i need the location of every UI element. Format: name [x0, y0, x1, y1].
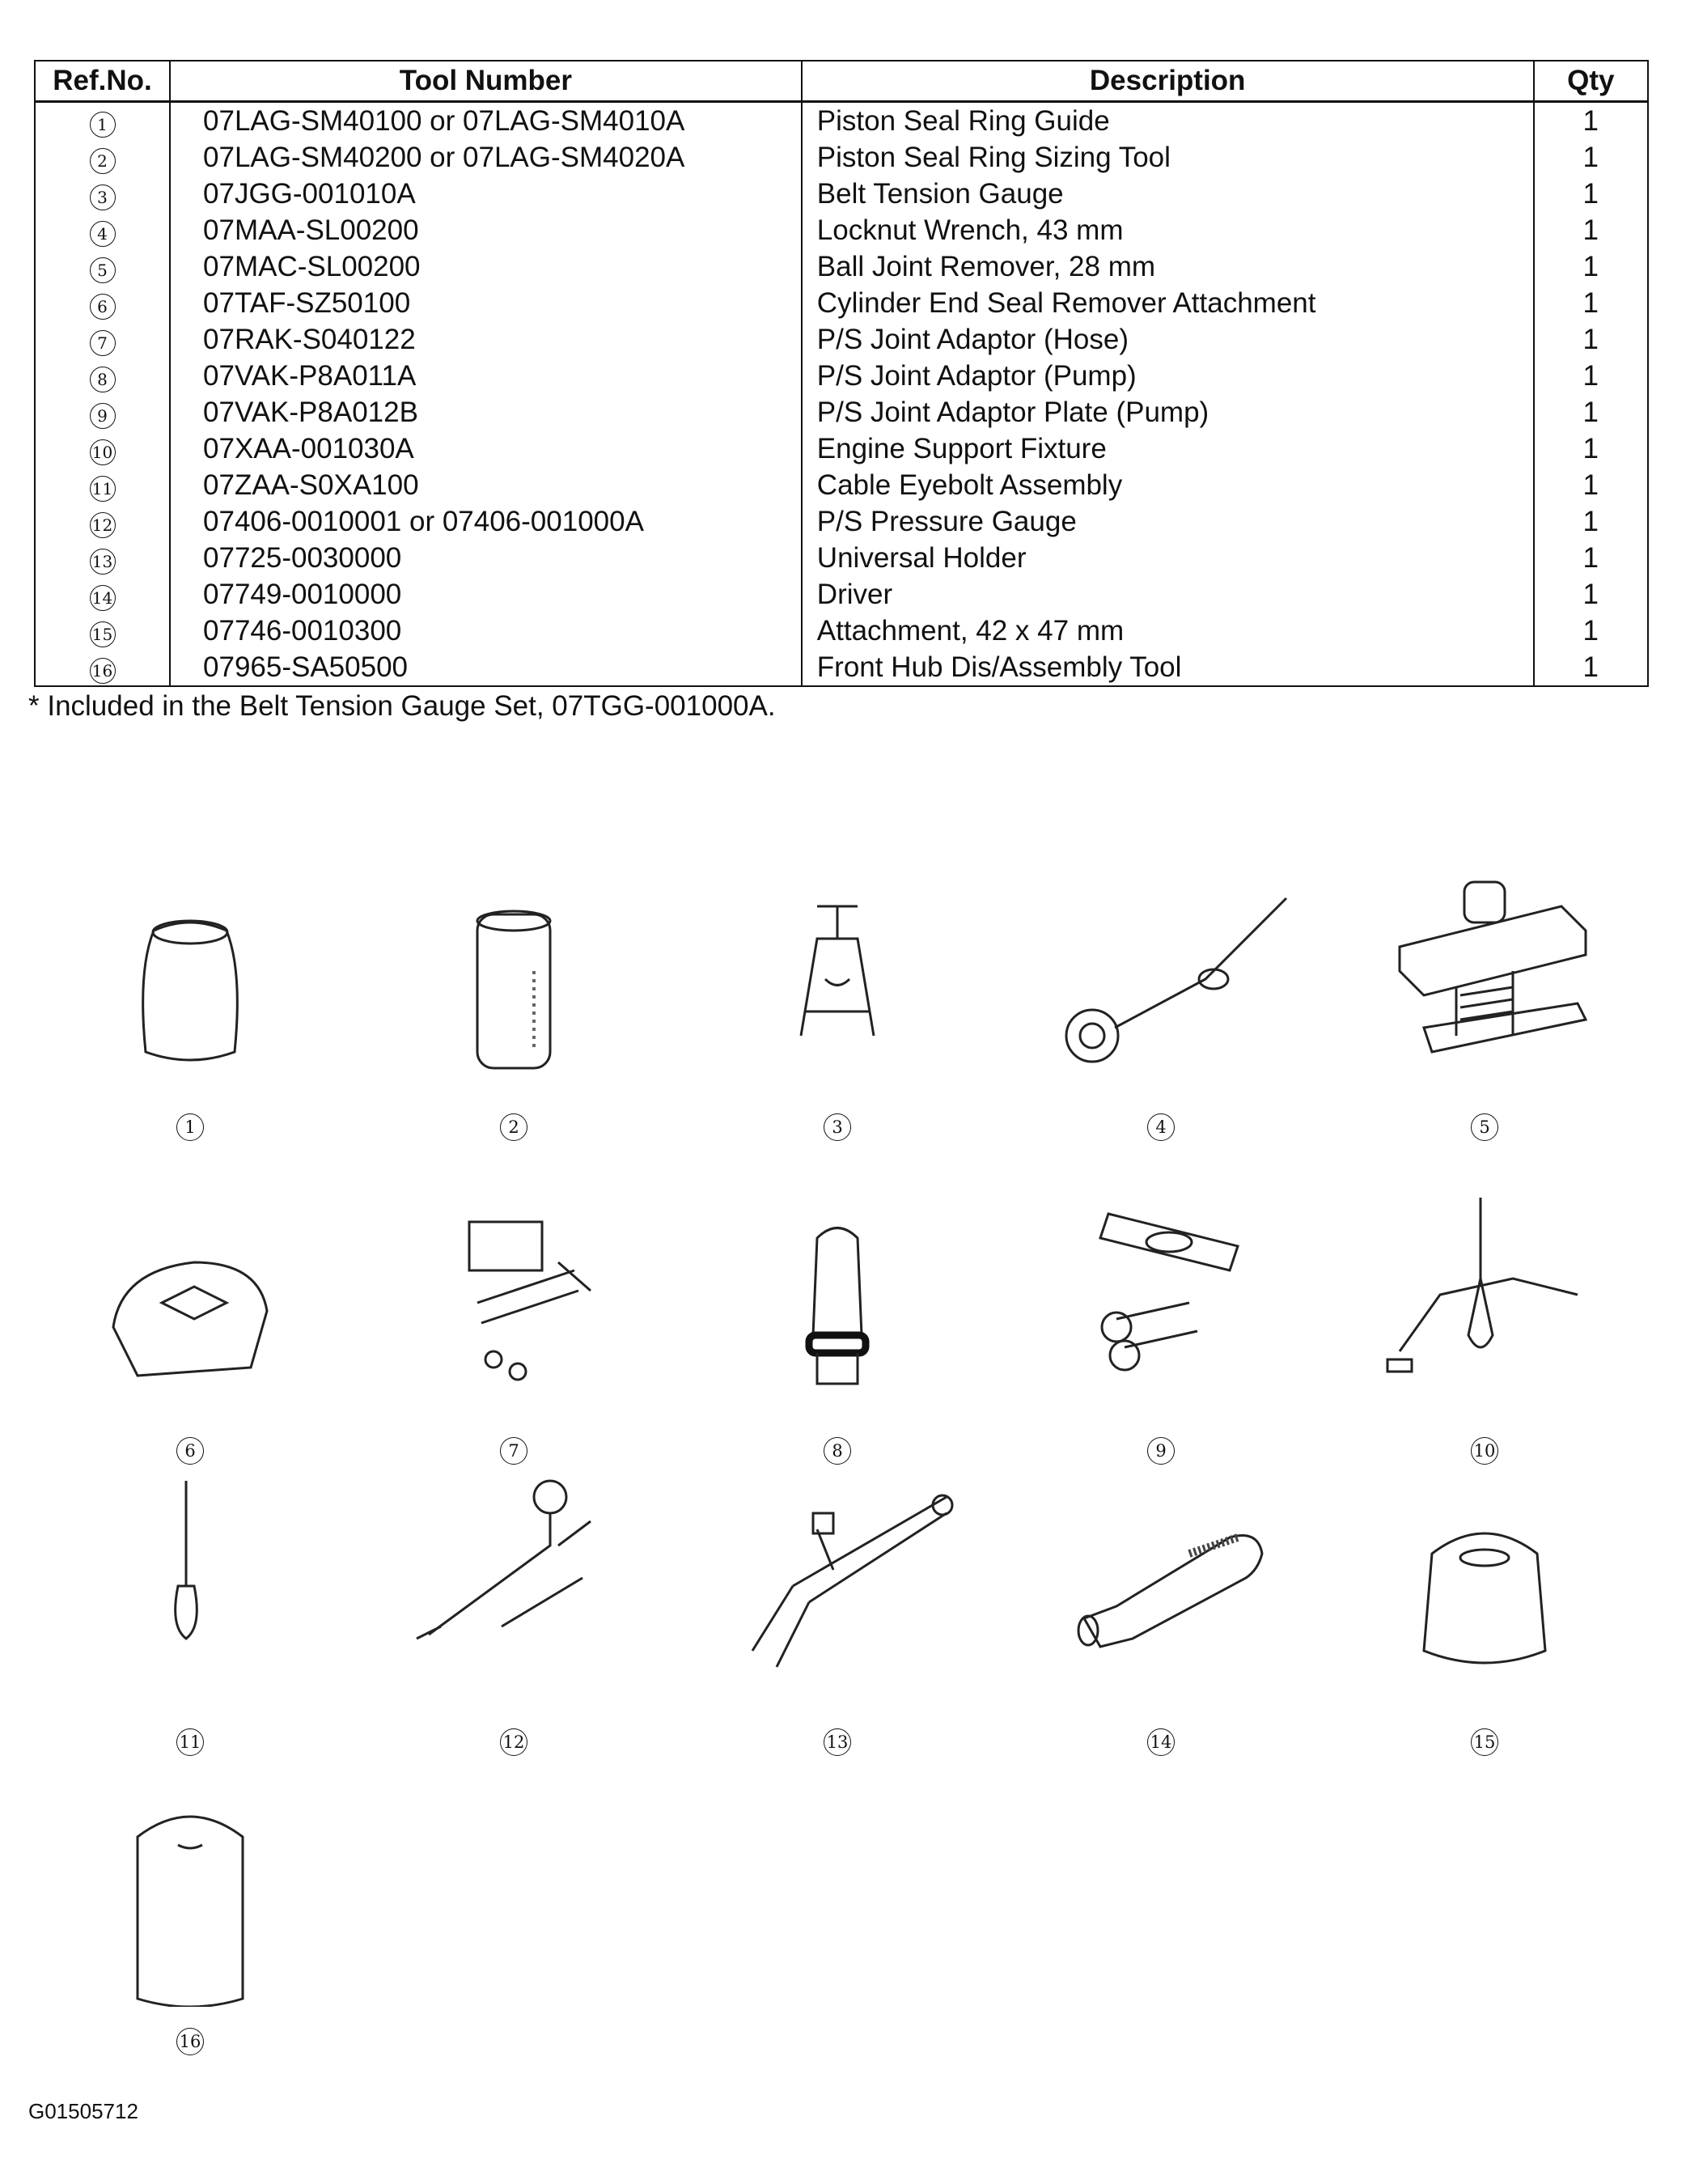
- tool-figure-15: [1351, 1465, 1618, 1788]
- ref-cell: [35, 102, 170, 140]
- figure-label: [380, 1113, 647, 1141]
- tool-figure-14: [1027, 1465, 1294, 1788]
- figure-number: 5: [1471, 1113, 1498, 1141]
- ref-cell: [35, 321, 170, 358]
- table-row: [35, 102, 1648, 140]
- tool-figure-1: [57, 850, 324, 1173]
- ref-number: 13: [90, 549, 116, 575]
- description-cell: Ball Joint Remover, 28 mm: [802, 248, 1534, 285]
- ref-cell: [35, 139, 170, 176]
- ref-number: 12: [90, 512, 116, 538]
- ref-number: 9: [90, 403, 116, 429]
- qty-cell: 1: [1534, 540, 1648, 576]
- table-row: [35, 467, 1648, 503]
- figure-number: 6: [176, 1437, 204, 1465]
- qty-cell: 1: [1534, 102, 1648, 140]
- ref-cell: [35, 613, 170, 649]
- ref-cell: [35, 649, 170, 686]
- table-row: [35, 394, 1648, 430]
- table-header-row: [35, 61, 1648, 102]
- ref-cell: [35, 285, 170, 321]
- description-cell: Engine Support Fixture: [802, 430, 1534, 467]
- qty-cell: 1: [1534, 358, 1648, 394]
- ref-cell: [35, 540, 170, 576]
- tool-figure-9: [1027, 1173, 1294, 1497]
- pump-adaptor-icon: [704, 1173, 971, 1416]
- qty-cell: 1: [1534, 649, 1648, 686]
- table-row: [35, 285, 1648, 321]
- header-description: Description: [802, 61, 1534, 102]
- qty-cell: 1: [1534, 576, 1648, 613]
- figure-number: 11: [176, 1728, 204, 1756]
- description-cell: Belt Tension Gauge: [802, 176, 1534, 212]
- cone-guide-icon: [57, 850, 324, 1092]
- description-cell: P/S Joint Adaptor Plate (Pump): [802, 394, 1534, 430]
- tool-number-cell: 07LAG-SM40100 or 07LAG-SM4010A: [170, 102, 802, 140]
- figure-label: [1351, 1437, 1618, 1465]
- ref-number: 7: [90, 330, 116, 356]
- hose-adaptor-icon: [380, 1173, 647, 1416]
- figure-label: [57, 1113, 324, 1141]
- tool-figure-3: [704, 850, 971, 1173]
- footnote: * Included in the Belt Tension Gauge Set, 07TGG-001000A.: [28, 690, 776, 722]
- cable-eyebolt-icon: [57, 1465, 324, 1707]
- table-row: [35, 430, 1648, 467]
- figure-label: [380, 1728, 647, 1756]
- tool-figure-2: [380, 850, 647, 1173]
- figure-number: 10: [1471, 1437, 1498, 1465]
- ref-number: 2: [90, 148, 116, 174]
- driver-icon: [1027, 1465, 1294, 1707]
- tool-number-cell: 07VAK-P8A012B: [170, 394, 802, 430]
- tool-number-cell: 07406-0010001 or 07406-001000A: [170, 503, 802, 540]
- figure-number: 2: [500, 1113, 527, 1141]
- ref-cell: [35, 394, 170, 430]
- figure-number: 7: [500, 1437, 527, 1465]
- tool-number-cell: 07ZAA-S0XA100: [170, 467, 802, 503]
- tool-figure-13: [704, 1465, 971, 1788]
- table-row: [35, 176, 1648, 212]
- seal-remover-icon: [57, 1173, 324, 1416]
- table-row: [35, 212, 1648, 248]
- figure-label: [1351, 1113, 1618, 1141]
- tool-number-cell: 07RAK-S040122: [170, 321, 802, 358]
- description-cell: Locknut Wrench, 43 mm: [802, 212, 1534, 248]
- figure-label: [1027, 1437, 1294, 1465]
- tool-figure-4: [1027, 850, 1294, 1173]
- description-cell: P/S Joint Adaptor (Hose): [802, 321, 1534, 358]
- description-cell: Front Hub Dis/Assembly Tool: [802, 649, 1534, 686]
- locknut-wrench-icon: [1027, 850, 1294, 1092]
- ref-number: 11: [90, 476, 116, 502]
- figure-label: [1351, 1728, 1618, 1756]
- tool-figure-6: [57, 1173, 324, 1497]
- description-cell: P/S Pressure Gauge: [802, 503, 1534, 540]
- qty-cell: 1: [1534, 176, 1648, 212]
- special-tools-table: [34, 60, 1649, 687]
- description-cell: Piston Seal Ring Guide: [802, 102, 1534, 140]
- figure-number: 1: [176, 1113, 204, 1141]
- tool-figure-7: [380, 1173, 647, 1497]
- description-cell: P/S Joint Adaptor (Pump): [802, 358, 1534, 394]
- figure-label: [57, 2028, 324, 2055]
- tension-gauge-icon: [704, 850, 971, 1092]
- qty-cell: 1: [1534, 321, 1648, 358]
- table-row: [35, 248, 1648, 285]
- table-row: [35, 503, 1648, 540]
- qty-cell: 1: [1534, 613, 1648, 649]
- description-cell: Driver: [802, 576, 1534, 613]
- figure-number: 13: [824, 1728, 851, 1756]
- qty-cell: 1: [1534, 467, 1648, 503]
- figure-label: [57, 1728, 324, 1756]
- cylinder-sizing-icon: [380, 850, 647, 1092]
- table-row: [35, 321, 1648, 358]
- table-row: [35, 613, 1648, 649]
- description-cell: Attachment, 42 x 47 mm: [802, 613, 1534, 649]
- ref-cell: [35, 576, 170, 613]
- ref-cell: [35, 358, 170, 394]
- figure-label: [704, 1113, 971, 1141]
- tool-number-cell: 07725-0030000: [170, 540, 802, 576]
- tool-number-cell: 07XAA-001030A: [170, 430, 802, 467]
- figure-label: [57, 1437, 324, 1465]
- header-tool-number: Tool Number: [170, 61, 802, 102]
- ref-number: 6: [90, 294, 116, 320]
- description-cell: Piston Seal Ring Sizing Tool: [802, 139, 1534, 176]
- qty-cell: 1: [1534, 285, 1648, 321]
- figure-code: G01505712: [28, 2099, 138, 2123]
- tool-figure-10: [1351, 1173, 1618, 1497]
- ref-number: 4: [90, 221, 116, 247]
- table-row: [35, 576, 1648, 613]
- ref-cell: [35, 248, 170, 285]
- hub-tool-icon: [57, 1764, 324, 2007]
- figure-number: 9: [1147, 1437, 1175, 1465]
- qty-cell: 1: [1534, 212, 1648, 248]
- qty-cell: 1: [1534, 503, 1648, 540]
- figure-number: 3: [824, 1113, 851, 1141]
- tool-figure-5: [1351, 850, 1618, 1173]
- header-qty: Qty: [1534, 61, 1648, 102]
- tool-number-cell: 07JGG-001010A: [170, 176, 802, 212]
- table-row: [35, 358, 1648, 394]
- tool-figure-8: [704, 1173, 971, 1497]
- ref-number: 15: [90, 621, 116, 647]
- engine-support-icon: [1351, 1173, 1618, 1416]
- tool-figure-12: [380, 1465, 647, 1788]
- tool-number-cell: 07LAG-SM40200 or 07LAG-SM4020A: [170, 139, 802, 176]
- ref-number: 10: [90, 439, 116, 465]
- ref-cell: [35, 503, 170, 540]
- ref-cell: [35, 467, 170, 503]
- ref-number: 5: [90, 257, 116, 283]
- figure-label: [704, 1437, 971, 1465]
- figure-number: 4: [1147, 1113, 1175, 1141]
- header-ref-no: Ref.No.: [35, 61, 170, 102]
- figure-number: 8: [824, 1437, 851, 1465]
- tool-figure-11: [57, 1465, 324, 1788]
- ref-number: 1: [90, 112, 116, 138]
- figure-number: 16: [176, 2028, 204, 2055]
- tool-number-cell: 07746-0010300: [170, 613, 802, 649]
- tool-number-cell: 07MAA-SL00200: [170, 212, 802, 248]
- description-cell: Universal Holder: [802, 540, 1534, 576]
- tool-number-cell: 07TAF-SZ50100: [170, 285, 802, 321]
- ref-number: 16: [90, 658, 116, 684]
- figure-label: [1027, 1113, 1294, 1141]
- adaptor-plate-icon: [1027, 1173, 1294, 1416]
- qty-cell: 1: [1534, 430, 1648, 467]
- figure-label: [380, 1437, 647, 1465]
- description-cell: Cylinder End Seal Remover Attachment: [802, 285, 1534, 321]
- tool-number-cell: 07965-SA50500: [170, 649, 802, 686]
- description-cell: Cable Eyebolt Assembly: [802, 467, 1534, 503]
- figure-label: [1027, 1728, 1294, 1756]
- attachment-icon: [1351, 1465, 1618, 1707]
- figure-number: 12: [500, 1728, 527, 1756]
- figure-number: 14: [1147, 1728, 1175, 1756]
- ref-number: 8: [90, 367, 116, 392]
- tool-number-cell: 07VAK-P8A011A: [170, 358, 802, 394]
- tool-number-cell: 07MAC-SL00200: [170, 248, 802, 285]
- pressure-gauge-icon: [380, 1465, 647, 1707]
- table-row: [35, 540, 1648, 576]
- ball-joint-remover-icon: [1351, 850, 1618, 1092]
- qty-cell: 1: [1534, 394, 1648, 430]
- tool-number-cell: 07749-0010000: [170, 576, 802, 613]
- ref-cell: [35, 212, 170, 248]
- ref-number: 14: [90, 585, 116, 611]
- ref-number: 3: [90, 184, 116, 210]
- tool-figure-16: [57, 1764, 324, 2088]
- table-row: [35, 139, 1648, 176]
- qty-cell: 1: [1534, 248, 1648, 285]
- ref-cell: [35, 176, 170, 212]
- universal-holder-icon: [704, 1465, 971, 1707]
- ref-cell: [35, 430, 170, 467]
- figure-label: [704, 1728, 971, 1756]
- table-row: [35, 649, 1648, 686]
- figure-number: 15: [1471, 1728, 1498, 1756]
- qty-cell: 1: [1534, 139, 1648, 176]
